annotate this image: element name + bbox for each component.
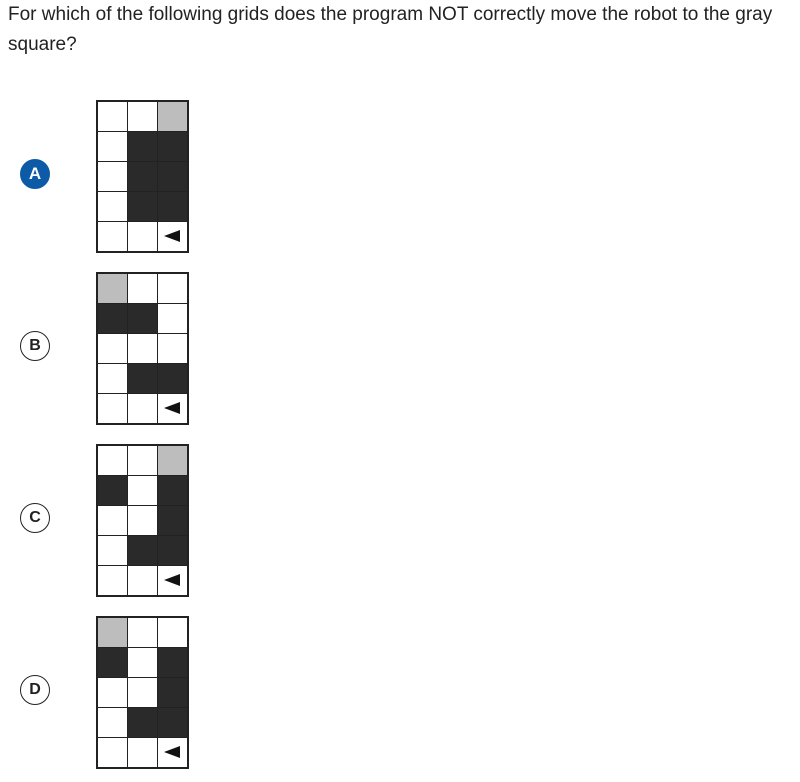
black-cell (98, 648, 127, 677)
black-cell (158, 162, 187, 191)
black-cell (158, 132, 187, 161)
white-cell (128, 738, 157, 767)
black-cell (128, 304, 157, 333)
white-cell (128, 476, 157, 505)
robot-grid-a (96, 100, 189, 253)
white-cell (98, 738, 127, 767)
white-cell (98, 536, 127, 565)
answer-option-a[interactable] (0, 98, 300, 258)
choice-b-button[interactable]: B (20, 331, 50, 361)
black-cell (158, 648, 187, 677)
white-cell (128, 334, 157, 363)
white-cell (98, 132, 127, 161)
white-cell (98, 678, 127, 707)
black-cell (128, 162, 157, 191)
white-cell (98, 192, 127, 221)
black-cell (98, 476, 127, 505)
white-cell (98, 506, 127, 535)
white-cell (158, 222, 187, 251)
white-cell (128, 618, 157, 647)
choice-a-button[interactable]: A (20, 159, 50, 189)
white-cell (98, 446, 127, 475)
choice-d-button[interactable]: D (20, 675, 50, 705)
white-cell (98, 708, 127, 737)
white-cell (128, 274, 157, 303)
robot-grid-c (96, 444, 189, 597)
white-cell (128, 446, 157, 475)
black-cell (158, 364, 187, 393)
black-cell (128, 536, 157, 565)
white-cell (98, 162, 127, 191)
answer-option-c[interactable] (0, 442, 300, 602)
black-cell (158, 506, 187, 535)
white-cell (158, 334, 187, 363)
white-cell (128, 222, 157, 251)
robot-grid-d (96, 616, 189, 769)
white-cell (98, 394, 127, 423)
white-cell (128, 506, 157, 535)
black-cell (158, 192, 187, 221)
white-cell (128, 394, 157, 423)
gray-target-cell (98, 618, 127, 647)
white-cell (98, 102, 127, 131)
white-cell (158, 566, 187, 595)
choice-c-button[interactable]: C (20, 503, 50, 533)
white-cell (128, 648, 157, 677)
white-cell (128, 102, 157, 131)
gray-target-cell (158, 446, 187, 475)
question-text: For which of the following grids does the program NOT correctly move the robot to the gray square? (8, 4, 773, 55)
answer-option-b[interactable] (0, 270, 300, 430)
black-cell (158, 476, 187, 505)
robot-left-icon (164, 402, 180, 414)
black-cell (158, 678, 187, 707)
robot-left-icon (164, 746, 180, 758)
robot-left-icon (164, 230, 180, 242)
robot-grid-b (96, 272, 189, 425)
black-cell (98, 304, 127, 333)
white-cell (158, 304, 187, 333)
black-cell (158, 708, 187, 737)
white-cell (158, 618, 187, 647)
white-cell (98, 222, 127, 251)
white-cell (158, 394, 187, 423)
gray-target-cell (158, 102, 187, 131)
white-cell (98, 334, 127, 363)
robot-left-icon (164, 574, 180, 586)
black-cell (128, 364, 157, 393)
white-cell (98, 566, 127, 595)
white-cell (98, 364, 127, 393)
white-cell (158, 738, 187, 767)
black-cell (128, 192, 157, 221)
white-cell (128, 678, 157, 707)
black-cell (128, 132, 157, 161)
black-cell (158, 536, 187, 565)
gray-target-cell (98, 274, 127, 303)
white-cell (128, 566, 157, 595)
answer-option-d[interactable] (0, 614, 300, 774)
white-cell (158, 274, 187, 303)
black-cell (128, 708, 157, 737)
